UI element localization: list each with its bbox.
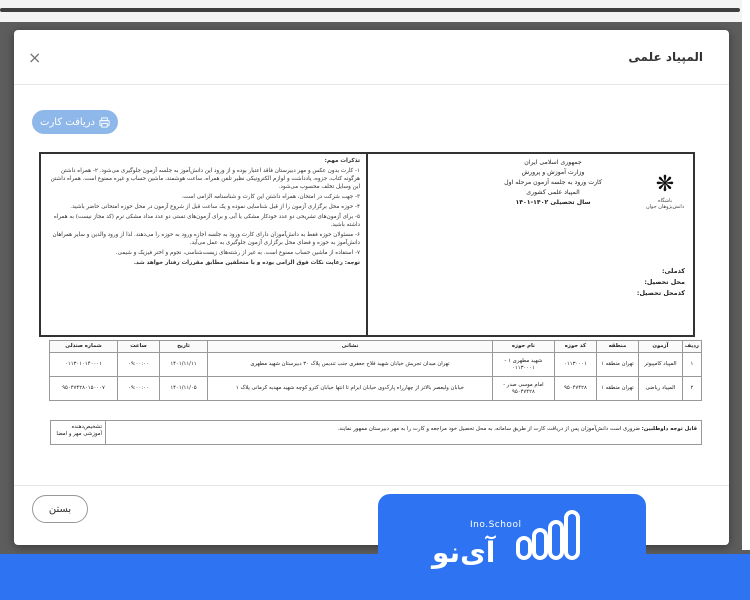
card-header: [473, 158, 633, 208]
note-text: ضروری است دانش‌آموزان پس از دریافت کارت از طریق سامانه، به محل تحصیل خود مراجعه و کارت را به مهر دبیرستان ممهور نمایند.: [337, 426, 640, 432]
header-line: کارت ورود به جلسه آزمون مرحله اول: [504, 179, 602, 186]
rules-heading: تذکرات مهم:: [324, 158, 360, 164]
table-cell: تهران منطقه ۱: [596, 353, 638, 377]
table-cell: ۰۹:۰۰:۰۰: [118, 377, 160, 401]
column-header: منطقه: [596, 341, 638, 353]
brand-small-text: Ino.School: [470, 520, 522, 530]
download-card-button[interactable]: [32, 110, 118, 134]
column-header: ساعت: [118, 341, 160, 353]
candidate-note: [50, 420, 702, 445]
note-text-wrap: [106, 421, 701, 444]
table-cell: ۱: [682, 353, 701, 377]
header-line: المپیاد علمی کشوری: [526, 189, 580, 196]
download-card-label: دریافت کارت: [40, 116, 95, 128]
brand-watermark: [378, 494, 646, 600]
table-cell: ۰۹:۰۰:۰۰: [118, 353, 160, 377]
card-identity: [368, 154, 693, 335]
exam-table: [49, 340, 702, 401]
modal-title: المپیاد علمی: [628, 50, 703, 64]
table-cell: ۰۱۱۳۰۱۰۱۴۰۰۰۱: [50, 353, 118, 377]
table-row: [50, 377, 702, 401]
column-header: نشانی: [208, 341, 493, 353]
card-fields: [637, 266, 685, 299]
modal-header: [14, 30, 729, 85]
rule-item: ۵- برای آزمون‌های تشریحی دو عدد خودکار مشکی یا آبی و برای آزمون‌های تستی دو عدد مداد مشکی نرم (کد مجاز نیست) به همراه داشته باشید.: [53, 213, 360, 229]
rule-item: ۳- جهت شرکت در امتحان، همراه داشتن این کارت و شناسنامه الزامی است.: [181, 194, 360, 201]
academic-year: سال تحصیلی ۱۴۰۲-۱۴۰۱: [515, 199, 591, 206]
rule-item: ۱- کارت بدون عکس و مهر دبیرستان فاقد اعتبار بوده و از ورود این دانش‌آموز به جلسه آزمون جلوگیری می‌شود. ۲- همراه داشتن هرگونه کتاب، جزوه، یادداشت و لوازم الکترونیکی نظیر تلفن همراه، ساعت هوشمند، ماشین حساب و غیره ممنوع است. همراه داشتن این وسایل تخلف محسوب می‌شود.: [50, 167, 360, 191]
table-cell: ۹۵۰۴۷۴۲۸۰۱۵۰۰۰۷: [50, 377, 118, 401]
emblem: [645, 174, 685, 210]
background-scroll-bar: [0, 8, 740, 12]
table-cell: ۲: [682, 377, 701, 401]
table-cell: ۰۱۱۳۰۰۰۱: [554, 353, 596, 377]
brand-logo-icon: [510, 508, 590, 560]
table-cell: شهید مطهری ۱ - ۰۱۱۳۰۰۰۱: [492, 353, 554, 377]
page-right-edge: [742, 0, 750, 550]
table-cell: تهران میدان تجریش خیابان شهید فلاح جعفری جنب تندیس پلاک ۳۰ دبیرستان شهید مطهری: [208, 353, 493, 377]
school-code-label: کدمحل تحصیل:: [636, 289, 685, 297]
olympiad-modal: [14, 30, 729, 545]
column-header: ردیف: [682, 341, 701, 353]
printer-icon: [99, 117, 110, 128]
close-button[interactable]: بستن: [32, 495, 88, 523]
table-cell: امام موسی صدر - ۹۵۰۴۷۴۲۸: [492, 377, 554, 401]
table-header-row: [50, 341, 702, 353]
header-line: وزارت آموزش و پرورش: [521, 169, 585, 176]
column-header: تاریخ: [160, 341, 208, 353]
card-rules: [41, 154, 368, 335]
table-cell: ۱۴۰۱/۱۱/۱۱: [160, 353, 208, 377]
rule-item: ۶- مسئولان حوزه فقط به دانش‌آموزان دارای کارت ورود به جلسه اجازه ورود به حوزه را می‌دهند. لذا از ورود والدین و سایر همراهان دانش‌آموز به حوزه و فضای محل برگزاری آزمون جلوگیری به عمل می‌آید.: [52, 231, 360, 247]
note-stamp-area: تشخیص‌دهنده آموزشی مهر و امضا: [51, 421, 106, 444]
table-cell: خیابان ولیعصر بالاتر از چهارراه پارک‌وی خیابان ایرام تا انتها خیابان کترو کوچه شهید مهدیه کرمانی پلاک ۱: [208, 377, 493, 401]
note-label: قابل توجه داوطلبین:: [641, 426, 697, 432]
table-cell: المپیاد کامپیوتر: [638, 353, 682, 377]
emblem-icon: ❋: [655, 172, 675, 197]
rule-item: ۷- استفاده از ماشین حساب ممنوع است. به غیر از رشته‌های زیست‌شناسی، نجوم و اختر فیزیک و شیمی.: [115, 249, 360, 256]
background-strip: [0, 0, 750, 22]
column-header: کد حوزه: [554, 341, 596, 353]
column-header: نام حوزه: [492, 341, 554, 353]
header-line: جمهوری اسلامی ایران: [524, 159, 582, 166]
table-row: [50, 353, 702, 377]
national-id-label: کدملی:: [662, 267, 685, 275]
table-cell: المپیاد ریاضی: [638, 377, 682, 401]
close-icon[interactable]: ×: [28, 48, 42, 67]
entrance-card: [39, 152, 695, 337]
table-cell: ۱۴۰۱/۱۱/۰۵: [160, 377, 208, 401]
column-header: شماره صندلی: [50, 341, 118, 353]
brand-text: آی‌نو: [432, 536, 496, 569]
table-cell: ۹۵۰۴۷۴۲۸: [554, 377, 596, 401]
column-header: آزمون: [638, 341, 682, 353]
table-cell: تهران منطقه ۱: [596, 377, 638, 401]
rules-final-note: توجه: رعایت نکات فوق الزامی بوده و با متخلفین مطابق مقررات رفتار خواهد شد.: [133, 260, 360, 267]
rule-item: ۴- حوزه محل برگزاری آزمون را از قبل شناسایی نموده و یک ساعت قبل از شروع آزمون در محل حوزه امتحانی حاضر باشید.: [70, 203, 360, 210]
school-label: محل تحصیل:: [644, 278, 685, 286]
emblem-label: باشگاه دانش‌پژوهان جوان: [645, 198, 685, 210]
